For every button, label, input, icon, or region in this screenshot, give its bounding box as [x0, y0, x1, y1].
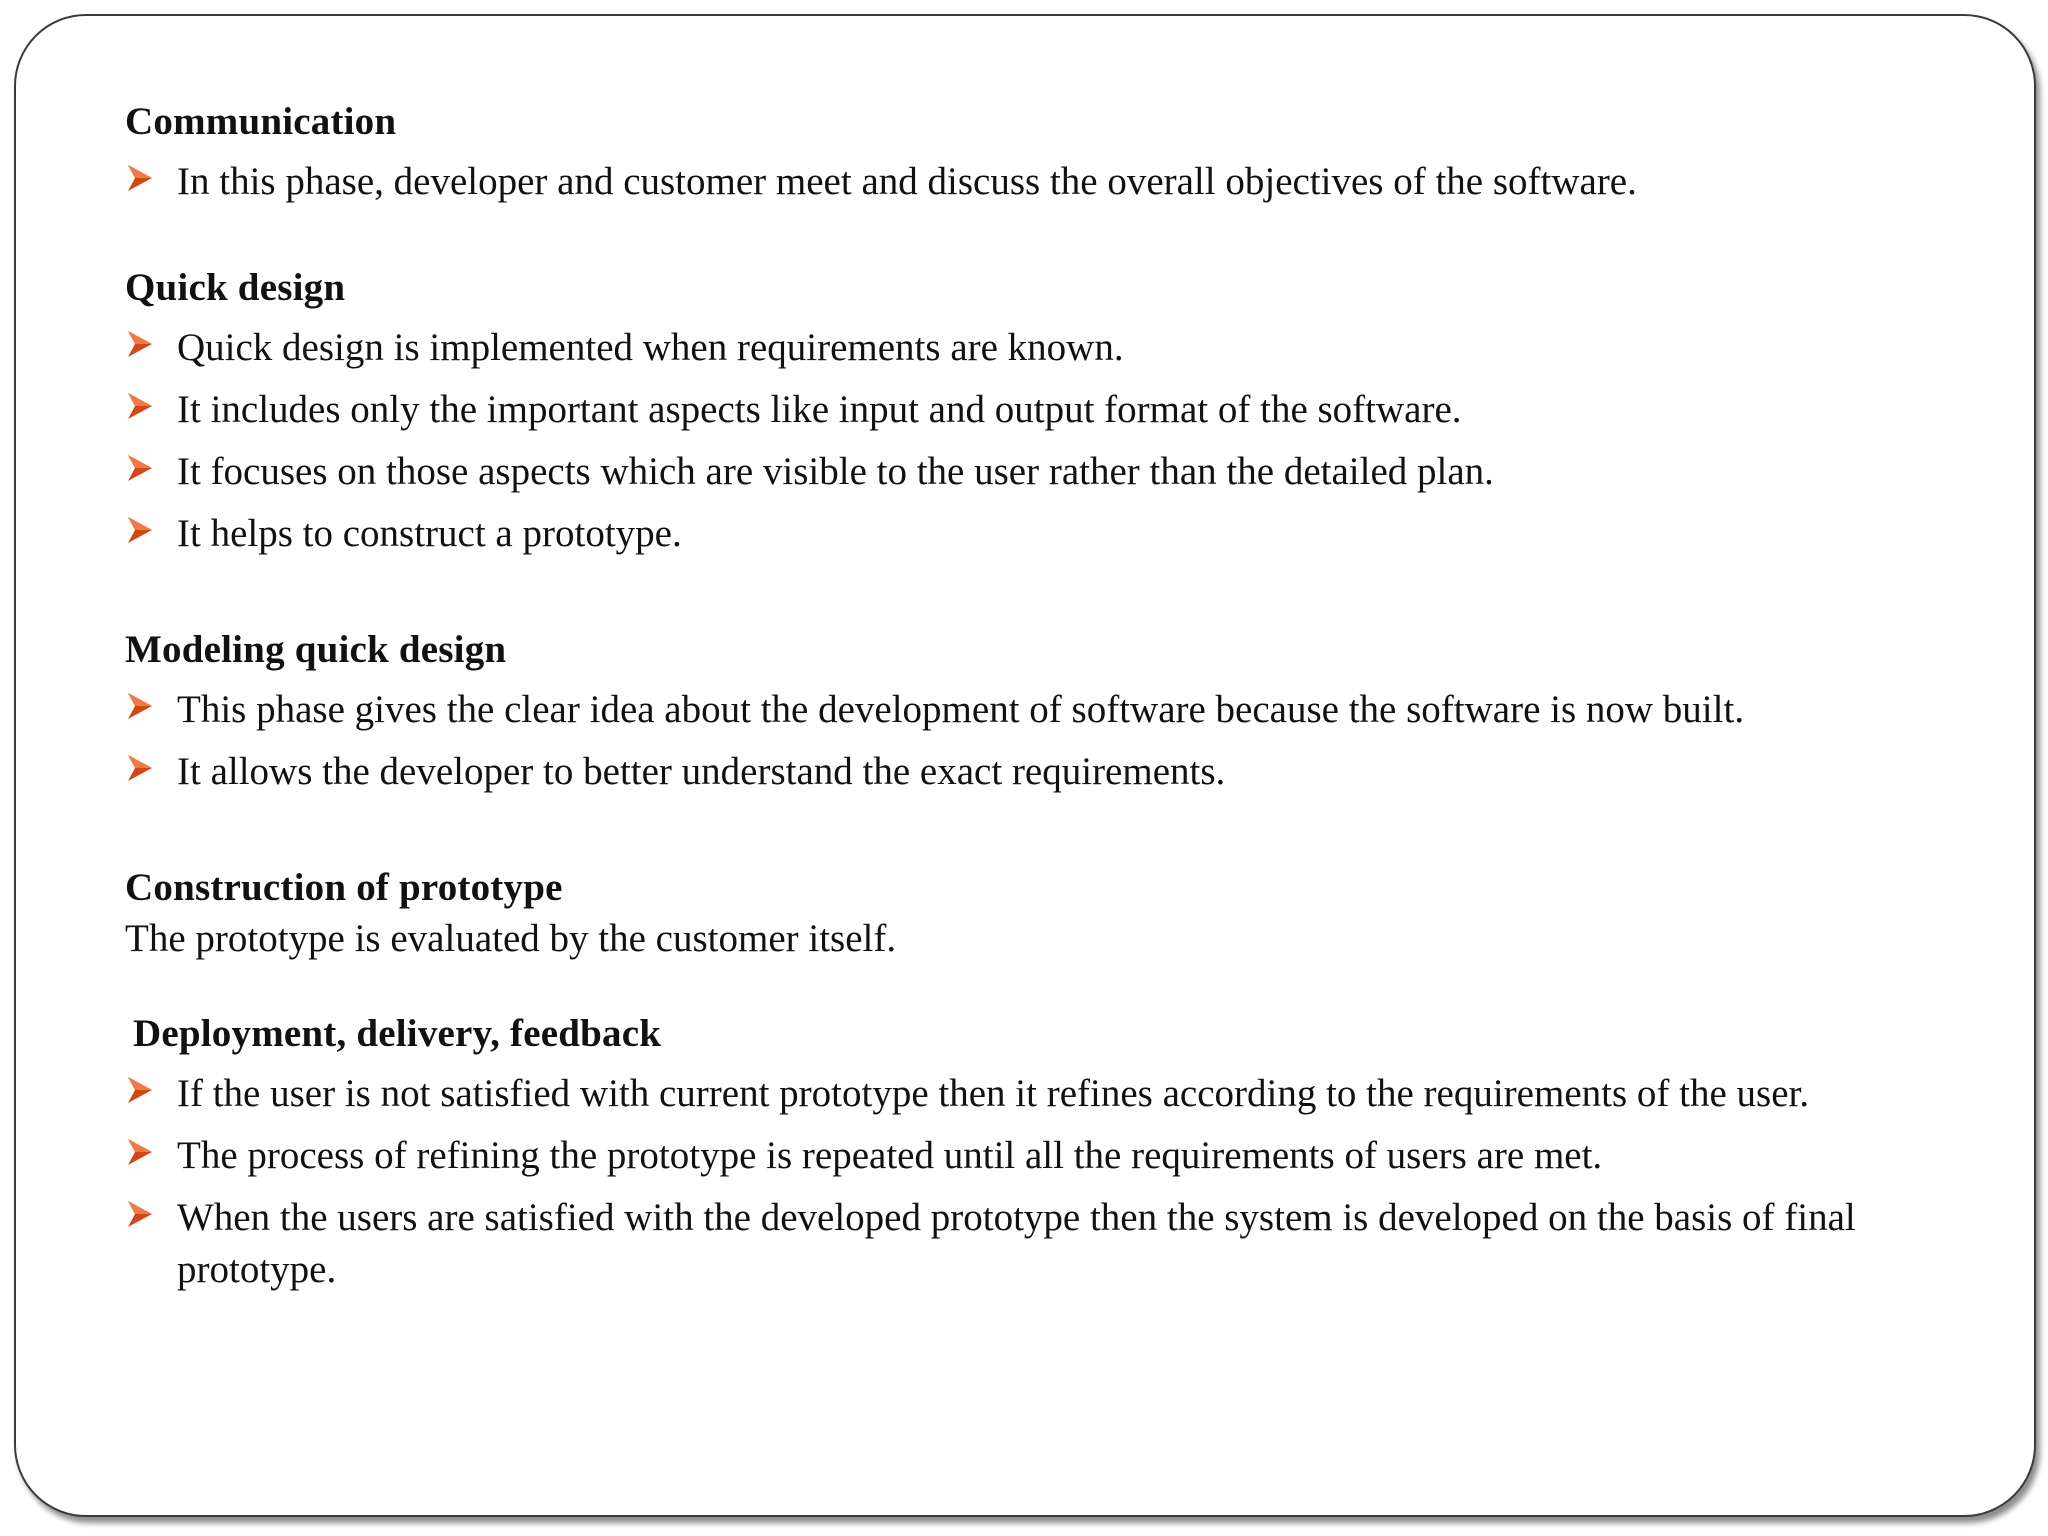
list-item	[125, 746, 1945, 798]
list-item	[125, 1192, 1945, 1296]
section-heading: Modeling quick design	[125, 628, 507, 671]
bullet-list	[125, 156, 1945, 208]
section-deployment-delivery-feedback	[125, 1008, 1945, 1296]
list-item-text: If the user is not satisfied with current prototype then it refines according to the requirements of the user.	[177, 1072, 1810, 1115]
list-item	[125, 156, 1945, 208]
section-heading: Communication	[125, 100, 397, 143]
list-item-text: The process of refining the prototype is repeated until all the requirements of users are met.	[177, 1134, 1603, 1177]
section-quick-design	[125, 262, 1945, 560]
list-item	[125, 384, 1945, 436]
arrow-bullet-icon	[127, 1138, 153, 1166]
section-modeling-quick-design	[125, 624, 1945, 798]
list-item	[125, 1068, 1945, 1120]
list-item-text: It includes only the important aspects like input and output format of the software.	[177, 388, 1462, 431]
list-item-text: Quick design is implemented when requirements are known.	[177, 326, 1124, 369]
list-item-text: It focuses on those aspects which are visible to the user rather than the detailed plan.	[177, 450, 1494, 493]
arrow-bullet-icon	[127, 754, 153, 782]
list-item	[125, 1130, 1945, 1182]
bullet-list	[125, 684, 1945, 798]
section-communication	[125, 96, 1945, 208]
list-item	[125, 508, 1945, 560]
arrow-bullet-icon	[127, 692, 153, 720]
list-item	[125, 322, 1945, 374]
list-item-text: It helps to construct a prototype.	[177, 512, 682, 555]
arrow-bullet-icon	[127, 454, 153, 482]
section-heading: Deployment, delivery, feedback	[133, 1012, 662, 1055]
arrow-bullet-icon	[127, 392, 153, 420]
arrow-bullet-icon	[127, 516, 153, 544]
section-heading: Quick design	[125, 266, 346, 309]
arrow-bullet-icon	[127, 1200, 153, 1228]
bullet-list	[125, 1068, 1945, 1296]
section-heading: Construction of prototype	[125, 866, 563, 909]
section-construction-of-prototype	[125, 862, 1945, 964]
section-text: The prototype is evaluated by the customer itself.	[125, 917, 897, 960]
list-item-text: When the users are satisfied with the developed prototype then the system is developed on the basis of final prototype.	[177, 1196, 1856, 1291]
arrow-bullet-icon	[127, 1076, 153, 1104]
list-item	[125, 446, 1945, 498]
list-item-text: It allows the developer to better understand the exact requirements.	[177, 750, 1226, 793]
list-item-text: This phase gives the clear idea about the development of software because the software is now built.	[177, 688, 1745, 731]
slide-content	[125, 96, 1945, 1306]
arrow-bullet-icon	[127, 164, 153, 192]
list-item	[125, 684, 1945, 736]
bullet-list	[125, 322, 1945, 560]
list-item-text: In this phase, developer and customer meet and discuss the overall objectives of the software.	[177, 160, 1637, 203]
arrow-bullet-icon	[127, 330, 153, 358]
